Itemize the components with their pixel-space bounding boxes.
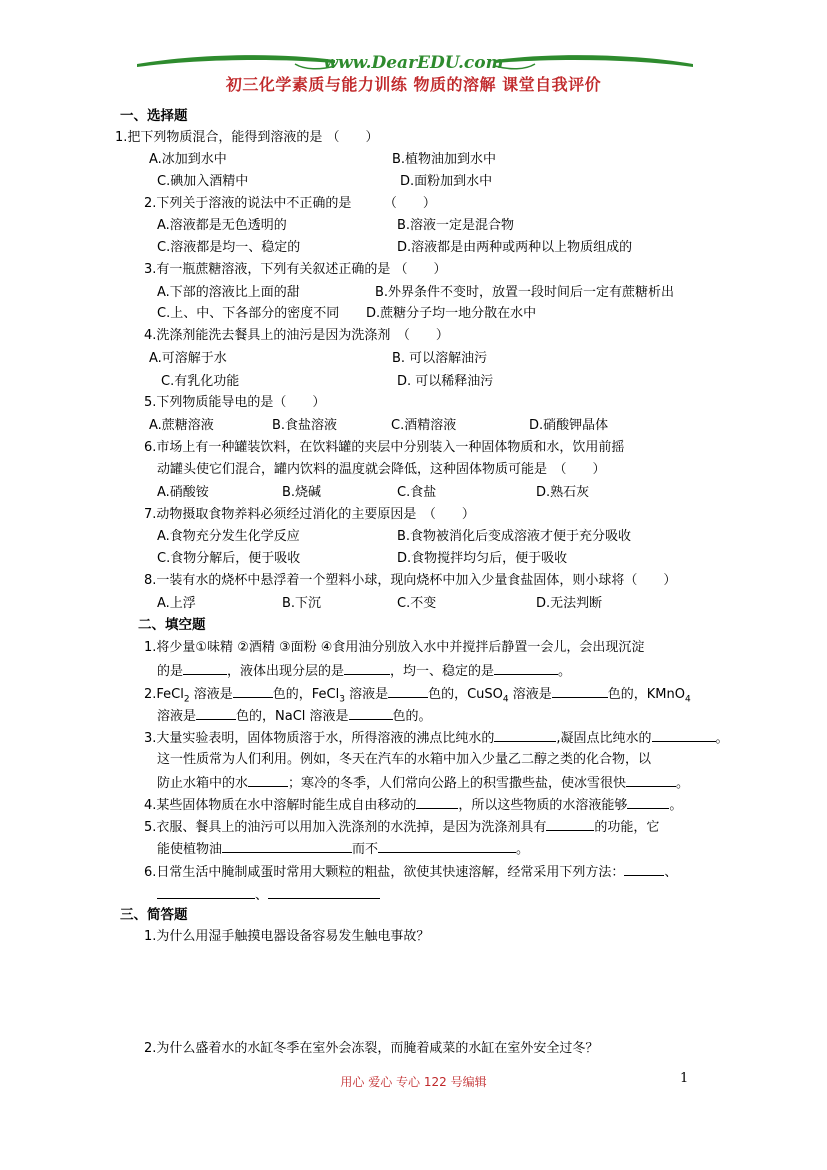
answer-blank[interactable] [626, 774, 676, 787]
answer-blank[interactable] [157, 886, 255, 899]
q8-option-b: B.下沉 [282, 596, 322, 611]
answer-blank[interactable] [183, 662, 227, 675]
q2-option-d: D.溶液都是由两种或两种以上物质组成的 [397, 240, 633, 255]
q4-option-c: C.有乳化功能 [161, 374, 240, 389]
q7-option-b: B.食物被消化后变成溶液才便于充分吸收 [397, 529, 632, 544]
answer-blank[interactable] [248, 774, 288, 787]
q8-option-d: D.无法判断 [536, 596, 603, 611]
q2-option-a: A.溶液都是无色透明的 [157, 218, 287, 233]
fill-text: 6.日常生活中腌制咸蛋时常用大颗粒的粗盐，欲使其快速溶解，经常采用下列方法： [144, 865, 625, 880]
q1-option-c: C.碘加入酒精中 [157, 174, 249, 189]
fill-question-5-line2 [157, 840, 529, 858]
subscript: 3 [339, 694, 345, 705]
q3-option-d: D.蔗糖分子均一地分散在水中 [366, 306, 537, 321]
fill-question-4 [144, 796, 682, 814]
page-title: 初三化学素质与能力训练 物质的溶解 课堂自我评价 [225, 75, 602, 94]
answer-blank[interactable] [624, 863, 664, 876]
fill-question-3 [144, 729, 729, 747]
answer-blank[interactable] [233, 685, 273, 698]
answer-blank[interactable] [627, 796, 669, 809]
subscript: 4 [684, 694, 691, 705]
fill-question-5 [144, 818, 659, 836]
fill-question-3-line3 [157, 774, 689, 792]
fill-question-1-line2 [157, 662, 571, 680]
question-2: 2.下列关于溶液的说法中不正确的是 （ ） [144, 196, 436, 211]
fill-text: 溶液是 [508, 687, 552, 702]
q5-option-d: D.硝酸钾晶体 [529, 418, 609, 433]
question-6: 6.市场上有一种罐装饮料，在饮料罐的夹层中分别装入一种固体物质和水，饮用前摇 [144, 440, 625, 455]
fill-text: 的功能，它 [594, 820, 660, 835]
q2-option-b: B.溶液一定是混合物 [397, 218, 515, 233]
q1-option-b: B.植物油加到水中 [392, 152, 497, 167]
fill-text: 、 [664, 865, 678, 880]
fill-question-6 [144, 863, 677, 881]
answer-blank[interactable] [494, 662, 558, 675]
section-heading-fill: 二、填空题 [138, 617, 206, 633]
fill-text: 色的，FeCl [272, 687, 340, 702]
fill-question-2-line2 [157, 707, 432, 725]
fill-text: 色的，CuSO [428, 687, 503, 702]
page-number: 1 [680, 1071, 689, 1086]
q7-option-d: D.食物搅拌均匀后，便于吸收 [397, 551, 568, 566]
question-8: 8.一装有水的烧杯中悬浮着一个塑料小球，现向烧杯中加入少量食盐固体，则小球将（ ） [144, 573, 677, 588]
q6-option-b: B.烧碱 [282, 485, 322, 500]
fill-text: 能使植物油 [157, 842, 223, 857]
fill-text: 的是 [157, 664, 184, 679]
q6-option-a: A.硝酸铵 [157, 485, 209, 500]
fill-text: ,凝固点比纯水的 [556, 731, 652, 746]
fill-text: 。 [516, 842, 530, 857]
answer-blank[interactable] [344, 662, 390, 675]
answer-blank[interactable] [378, 840, 516, 853]
q6-option-d: D.熟石灰 [536, 485, 590, 500]
q8-option-c: C.不变 [397, 596, 437, 611]
answer-blank[interactable] [268, 886, 380, 899]
question-6-line2: 动罐头使它们混合，罐内饮料的温度就会降低，这种固体物质可能是 （ ） [157, 462, 606, 477]
fill-question-1: 1.将少量①味精 ②酒精 ③面粉 ④食用油分别放入水中并搅拌后静置一会儿，会出现沉淀 [144, 640, 645, 655]
answer-blank[interactable] [196, 707, 236, 720]
answer-blank[interactable] [494, 729, 556, 742]
question-3: 3.有一瓶蔗糖溶液，下列有关叙述正确的是 （ ） [144, 262, 447, 277]
q3-option-a: A.下部的溶液比上面的甜 [157, 285, 300, 300]
footer-text: 用心 爱心 专心 122 号编辑 [340, 1075, 487, 1089]
q4-option-d: D. 可以稀释油污 [397, 374, 494, 389]
q3-option-c: C.上、中、下各部分的密度不同 [157, 306, 340, 321]
fill-text: 溶液是 [189, 687, 233, 702]
q2-option-c: C.溶液都是均一、稳定的 [157, 240, 301, 255]
fill-question-2 [144, 685, 691, 708]
answer-blank[interactable] [349, 707, 393, 720]
answer-blank[interactable] [552, 685, 608, 698]
q3-option-b: B.外界条件不变时，放置一段时间后一定有蔗糖析出 [375, 285, 675, 300]
fill-question-3-line2: 这一性质常为人们利用。例如，冬天在汽车的水箱中加入少量乙二醇之类的化合物，以 [157, 752, 652, 767]
q4-option-a: A.可溶解于水 [149, 351, 227, 366]
site-url: www.DearEDU.com [323, 53, 504, 73]
fill-text: ，所以这些物质的水溶液能够 [458, 798, 628, 813]
fill-text: 。 [676, 776, 690, 791]
fill-text: 色的，KMnO [607, 687, 685, 702]
q6-option-c: C.食盐 [397, 485, 437, 500]
fill-question-6-line2 [157, 886, 380, 904]
answer-blank[interactable] [546, 818, 594, 831]
short-answer-question-1: 1.为什么用湿手触摸电器设备容易发生触电事故？ [144, 929, 430, 944]
fill-text: 2.FeCl [144, 687, 184, 702]
q7-option-c: C.食物分解后，便于吸收 [157, 551, 301, 566]
fill-text: 4.某些固体物质在水中溶解时能生成自由移动的 [144, 798, 417, 813]
question-4: 4.洗涤剂能洗去餐具上的油污是因为洗涤剂 （ ） [144, 328, 449, 343]
fill-text: ；寒冷的冬季，人们常向公路上的积雪撒些盐，使冰雪很快 [288, 776, 627, 791]
subscript: 4 [502, 694, 509, 705]
q8-option-a: A.上浮 [157, 596, 196, 611]
question-1: 1.把下列物质混合，能得到溶液的是 （ ） [115, 130, 379, 145]
section-heading-choice: 一、选择题 [120, 108, 188, 124]
fill-text: 。 [558, 664, 572, 679]
short-answer-question-2: 2.为什么盛着水的水缸冬季在室外会冻裂，而腌着咸菜的水缸在室外安全过冬？ [144, 1041, 599, 1056]
question-7: 7.动物摄取食物养料必须经过消化的主要原因是 （ ） [144, 507, 475, 522]
q5-option-b: B.食盐溶液 [272, 418, 338, 433]
fill-text: 5.衣服、餐具上的油污可以用加入洗涤剂的水洗掉，是因为洗涤剂具有 [144, 820, 547, 835]
q5-option-c: C.酒精溶液 [391, 418, 457, 433]
fill-text: 、 [255, 888, 269, 903]
fill-text: 溶液是 [344, 687, 389, 702]
fill-text: ，均一、稳定的是 [390, 664, 495, 679]
answer-blank[interactable] [416, 796, 458, 809]
fill-text: 3.大量实验表明，固体物质溶于水，所得溶液的沸点比纯水的 [144, 731, 495, 746]
subscript: 2 [183, 694, 190, 705]
answer-blank[interactable] [388, 685, 428, 698]
fill-text: 溶液是 [157, 709, 197, 724]
fill-text: 防止水箱中的水 [157, 776, 249, 791]
answer-blank[interactable] [222, 840, 352, 853]
q4-option-b: B. 可以溶解油污 [392, 351, 488, 366]
fill-text: 色的，NaCl 溶液是 [236, 709, 349, 724]
q5-option-a: A.蔗糖溶液 [149, 418, 214, 433]
question-5: 5.下列物质能导电的是（ ） [144, 395, 326, 410]
fill-text: 。 [669, 798, 683, 813]
fill-text: ，液体出现分层的是 [227, 664, 345, 679]
answer-blank[interactable] [652, 729, 716, 742]
fill-text: 而不 [352, 842, 379, 857]
q1-option-a: A.冰加到水中 [149, 152, 227, 167]
fill-text: 。 [715, 731, 729, 746]
q1-option-d: D.面粉加到水中 [400, 174, 493, 189]
fill-text: 色的。 [392, 709, 432, 724]
q7-option-a: A.食物充分发生化学反应 [157, 529, 300, 544]
section-heading-short-answer: 三、简答题 [120, 907, 188, 923]
